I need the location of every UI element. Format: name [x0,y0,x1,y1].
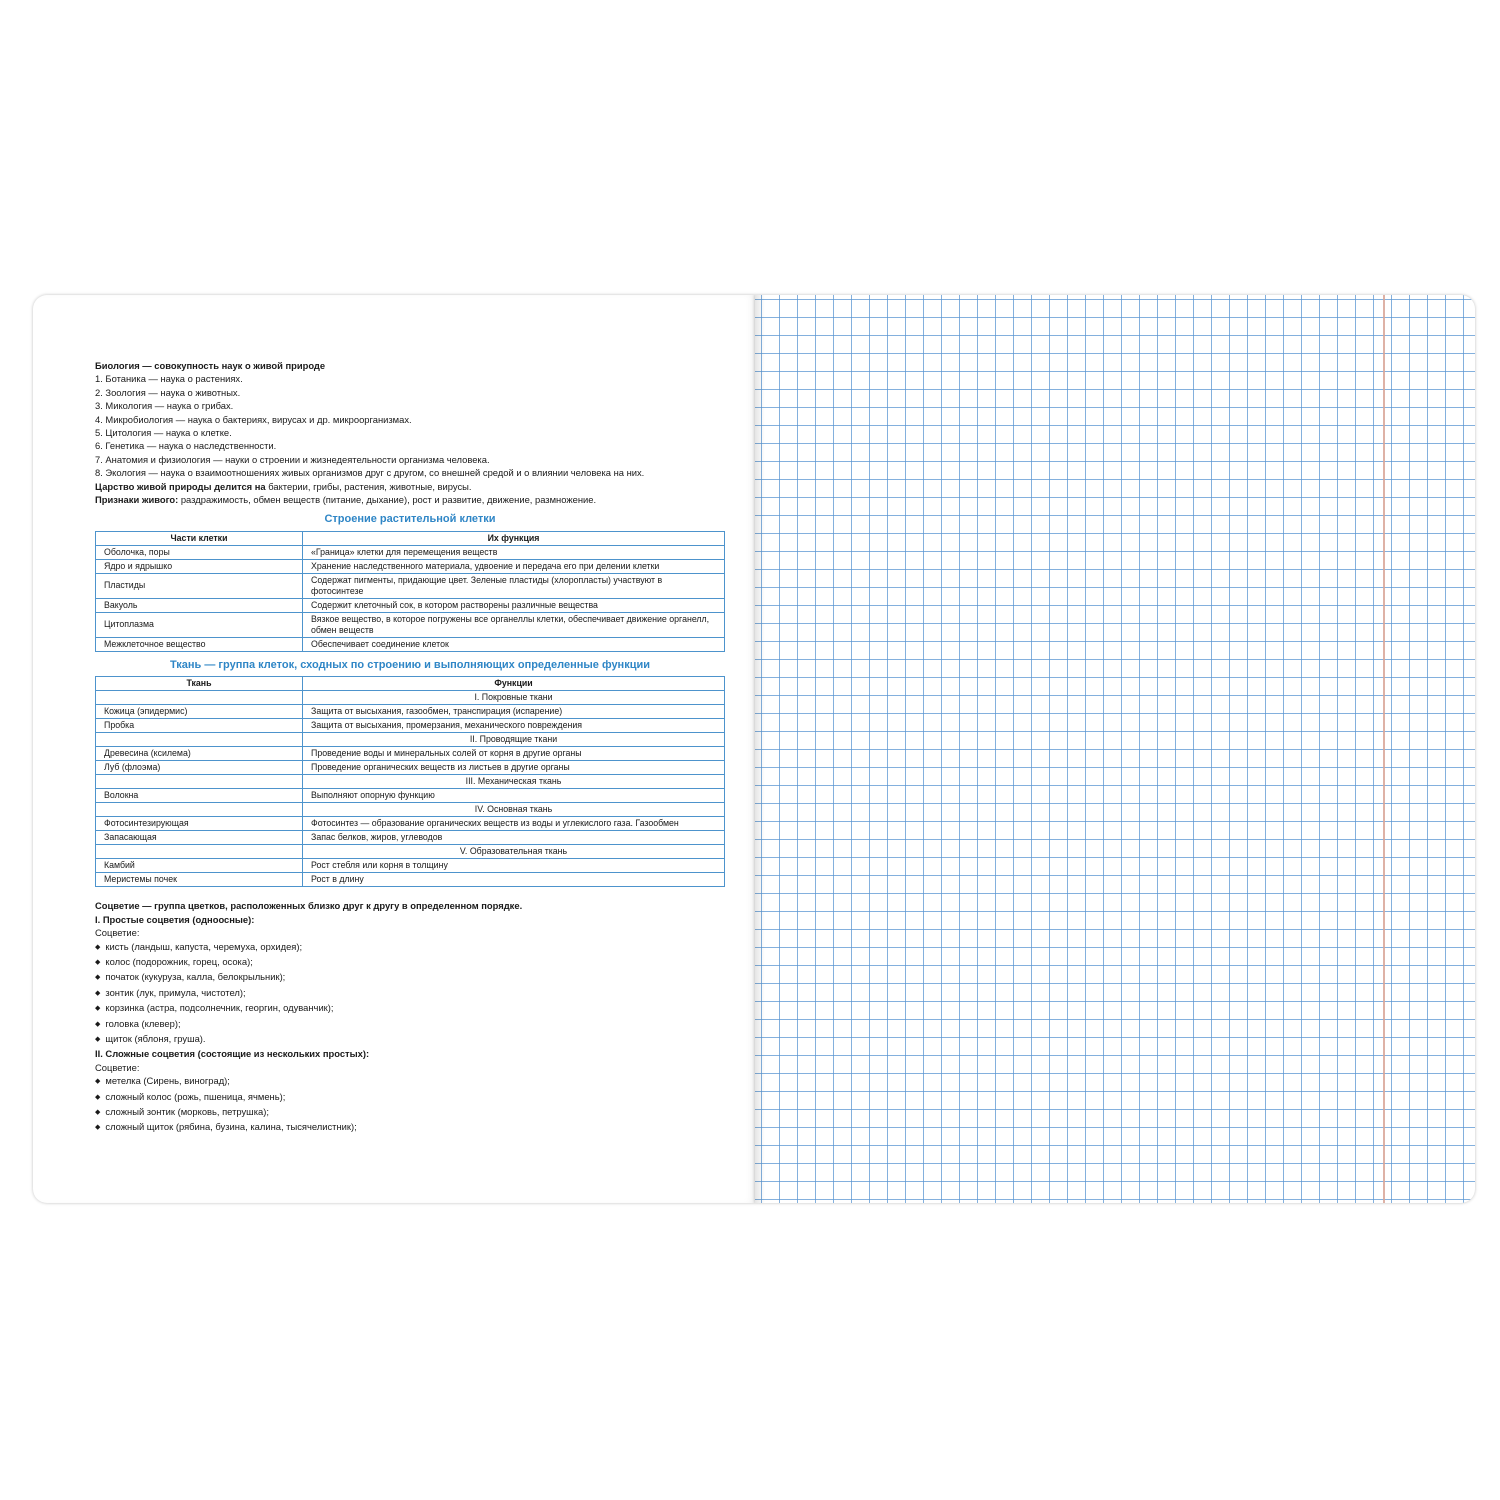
list-item: ◆ сложный зонтик (морковь, петрушка); [95,1105,725,1120]
intro-item: 2. Зоология — наука о животных. [95,386,241,398]
table-header: Части клетки [96,531,303,545]
group-name: III. Механическая ткань [303,775,725,789]
table-cell: Обеспечивает соединение клеток [303,637,725,651]
table-cell: Пластиды [96,573,303,598]
table-header: Их функция [303,531,725,545]
table-row [96,545,725,559]
table-cell: Содержит клеточный сок, в котором растворены различные вещества [303,598,725,612]
table-cell: Проведение органических веществ из листьев в другие органы [303,761,725,775]
notebook-spread [33,295,1475,1203]
table-row [96,705,725,719]
simple-title: I. Простые соцветия (одноосные): [95,913,255,925]
group-name: II. Проводящие ткани [303,733,725,747]
list-item: ◆ колос (подорожник, горец, осока); [95,955,725,970]
group-row [96,803,725,817]
table-cell: Защита от высыхания, газообмен, транспирация (испарение) [303,705,725,719]
table-row [96,859,725,873]
table-row [96,817,725,831]
table-cell: Содержат пигменты, придающие цвет. Зеленые пластиды (хлоропласты) участвуют в фотосинтезе [303,573,725,598]
table-cell: Вязкое вещество, в которое погружены все органеллы клетки, обеспечивает движение органелл, обмен веществ [303,612,725,637]
complex-title: II. Сложные соцветия (состоящие из нескольких простых): [95,1048,370,1060]
signs-label: Признаки живого: [95,494,179,506]
intro-title: Биология — совокупность наук о живой природе [95,360,326,371]
table-cell: Меристемы почек [96,873,303,887]
table-cell: Фотосинтезирующая [96,817,303,831]
right-page-grid [755,295,1475,1203]
table-cell: Камбий [96,859,303,873]
intro-item: 8. Экология — наука о взаимоотношениях живых организмов друг с другом, со внешней средой и о влиянии человека на них. [95,467,645,479]
kingdom-text: бактерии, грибы, растения, животные, вирусы. [265,480,472,492]
list-item: ◆ корзинка (астра, подсолнечник, георгин, одуванчик); [95,1001,725,1016]
inflorescence-title: Соцветие — группа цветков, расположенных близко друг к другу в определенном порядке. [95,900,523,912]
group-name: V. Образовательная ткань [303,845,725,859]
kingdom-line [95,480,725,493]
table-cell: Вакуоль [96,598,303,612]
list-item: ◆ головка (клевер); [95,1017,725,1032]
group-name: IV. Основная ткань [303,803,725,817]
table-cell: Запасающая [96,831,303,845]
group-row [96,733,725,747]
table-cell: Цитоплазма [96,612,303,637]
table-row [96,637,725,651]
list-item: ◆ початок (кукуруза, калла, белокрыльник); [95,970,725,985]
table-cell: Защита от высыхания, промерзания, механического повреждения [303,719,725,733]
table-cell: Пробка [96,719,303,733]
group-row [96,691,725,705]
table-cell: Рост в длину [303,873,725,887]
table-row [96,831,725,845]
table-cell: Луб (флоэма) [96,761,303,775]
left-page [33,295,755,1203]
table-cell: «Граница» клетки для перемещения веществ [303,545,725,559]
intro-item: 7. Анатомия и физиология — науки о строении и жизнедеятельности организма человека. [95,453,490,465]
intro-item: 3. Микология — наука о грибах. [95,400,234,412]
reference-content [95,359,725,1136]
table-cell: Фотосинтез — образование органических веществ из воды и углекислого газа. Газообмен [303,817,725,831]
cell-table-title: Строение растительной клетки [324,513,496,526]
list-item: ◆ сложный колос (рожь, пшеница, ячмень); [95,1090,725,1105]
table-row [96,573,725,598]
table-row [96,719,725,733]
intro-item: 4. Микробиология — наука о бактериях, вирусах и др. микроорганизмах. [95,413,412,425]
table-cell: Волокна [96,789,303,803]
table-header: Ткань [96,677,303,691]
tissue-table-title: Ткань — группа клеток, сходных по строению и выполняющих определенные функции [169,658,650,671]
tissue-table [95,676,725,887]
kingdom-label: Царство живой природы делится на [95,480,266,492]
intro-item: 5. Цитология — наука о клетке. [95,427,232,439]
list-item: ◆ кисть (ландыш, капуста, черемуха, орхидея); [95,940,725,955]
simple-label: Соцветие: [95,927,140,939]
gutter-shadow [755,295,765,1203]
table-cell: Запас белков, жиров, углеводов [303,831,725,845]
group-name: I. Покровные ткани [303,691,725,705]
list-item: ◆ щиток (яблоня, груша). [95,1032,725,1047]
table-cell: Рост стебля или корня в толщину [303,859,725,873]
table-cell: Оболочка, поры [96,545,303,559]
table-cell: Выполняют опорную функцию [303,789,725,803]
table-row [96,789,725,803]
table-row [96,761,725,775]
table-cell: Ядро и ядрышко [96,559,303,573]
margin-line [1383,295,1385,1203]
intro-item: 6. Генетика — наука о наследственности. [95,440,277,452]
group-row [96,845,725,859]
list-item: ◆ сложный щиток (рябина, бузина, калина, тысячелистник); [95,1120,725,1135]
table-header-row [96,531,725,545]
table-cell: Проведение воды и минеральных солей от корня в другие органы [303,747,725,761]
table-cell: Хранение наследственного материала, удвоение и передача его при делении клетки [303,559,725,573]
signs-line [95,493,725,506]
group-row [96,775,725,789]
table-row [96,747,725,761]
signs-text: раздражимость, обмен веществ (питание, дыхание), рост и развитие, движение, размножение. [178,494,597,506]
complex-label: Соцветие: [95,1061,140,1073]
inflorescence-section [95,899,725,1136]
table-header-row [96,677,725,691]
cell-table [95,531,725,652]
table-row [96,612,725,637]
table-row [96,873,725,887]
table-cell: Кожица (эпидермис) [96,705,303,719]
table-row [96,598,725,612]
table-cell: Межклеточное вещество [96,637,303,651]
table-cell: Древесина (ксилема) [96,747,303,761]
list-item: ◆ метелка (Сирень, виноград); [95,1074,725,1089]
table-header: Функции [303,677,725,691]
intro-item: 1. Ботаника — наука о растениях. [95,373,243,385]
table-row [96,559,725,573]
list-item: ◆ зонтик (лук, примула, чистотел); [95,986,725,1001]
